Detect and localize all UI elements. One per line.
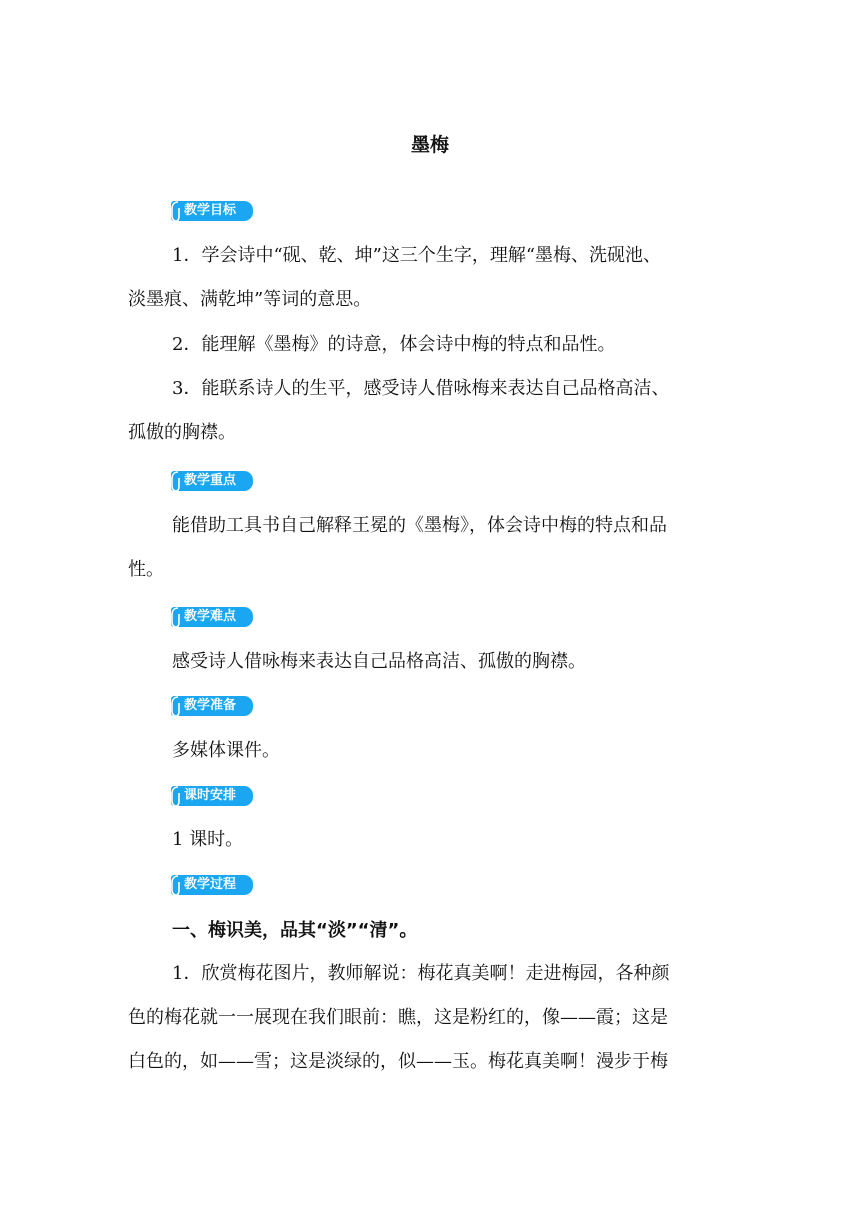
text-line: 淡墨痕、满乾坤”等词的意思。 <box>128 289 372 310</box>
paperclip-icon <box>168 469 182 493</box>
text-line: 能借助工具书自己解释王冕的《墨梅》，体会诗中梅的特点和品 <box>172 515 667 536</box>
text-line: 多媒体课件。 <box>172 740 280 761</box>
badge-label: 教学难点 <box>184 609 237 624</box>
section-badge-difficulties <box>171 607 253 627</box>
keypoints-text <box>128 504 740 592</box>
section-badge-objectives <box>171 201 253 221</box>
badge-label: 教学过程 <box>184 877 237 892</box>
objective-item-2 <box>128 323 740 367</box>
process-heading: 一、梅识美，品其“淡”“清”。 <box>172 920 418 941</box>
badge-label: 教学重点 <box>184 473 237 488</box>
difficulties-text <box>128 640 740 684</box>
schedule-text <box>128 818 740 862</box>
text-line: 孤傲的胸襟。 <box>128 422 236 443</box>
badge-label: 教学目标 <box>184 203 237 218</box>
text-line: 白色的，如——雪；这是淡绿的，似——玉。梅花真美啊！漫步于梅 <box>128 1051 668 1072</box>
section-badge-process <box>171 875 253 895</box>
paperclip-icon <box>168 694 182 718</box>
preparation-text <box>128 729 740 773</box>
text-line: 感受诗人借咏梅来表达自己品格高洁、孤傲的胸襟。 <box>172 651 586 672</box>
text-line: 2．能理解《墨梅》的诗意，体会诗中梅的特点和品性。 <box>172 334 616 355</box>
paperclip-icon <box>168 605 182 629</box>
section-badge-keypoints <box>171 471 253 491</box>
text-line: 色的梅花就一一展现在我们眼前：瞧，这是粉红的，像——霞；这是 <box>128 1007 668 1028</box>
text-line: 性。 <box>128 559 164 580</box>
paperclip-icon <box>168 199 182 223</box>
text-line: 1．欣赏梅花图片，教师解说：梅花真美啊！走进梅园，各种颜 <box>172 963 670 984</box>
section-badge-preparation <box>171 696 253 716</box>
text-line: 1．学会诗中“砚、乾、坤”这三个生字，理解“墨梅、洗砚池、 <box>172 245 662 266</box>
section-badge-schedule <box>171 786 253 806</box>
text-line: 1 课时。 <box>172 829 244 850</box>
badge-label: 教学准备 <box>184 698 237 713</box>
text-line: 3．能联系诗人的生平，感受诗人借咏梅来表达自己品格高洁、 <box>172 378 670 399</box>
paperclip-icon <box>168 873 182 897</box>
badge-label: 课时安排 <box>184 788 237 803</box>
page-title: 墨梅 <box>410 134 449 156</box>
objective-item-3 <box>128 367 740 455</box>
objective-item-1 <box>128 234 740 322</box>
process-text <box>128 952 740 1084</box>
paperclip-icon <box>168 784 182 808</box>
